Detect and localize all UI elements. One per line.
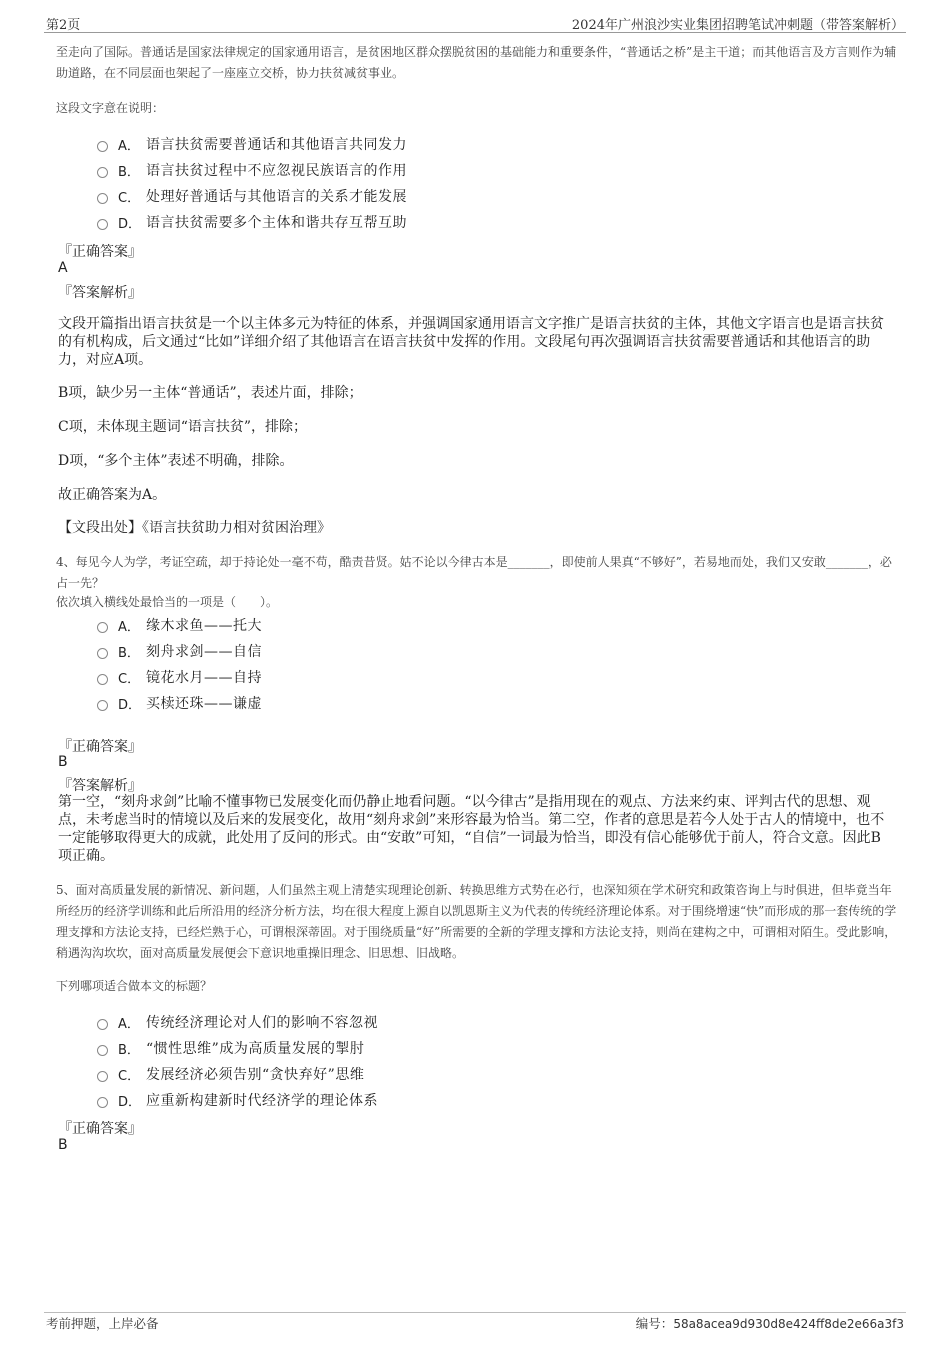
document-code-label: 编号：: [635, 1316, 674, 1331]
q5-prompt: 下列哪项适合做本文的标题？: [56, 979, 213, 993]
page-number: 第2页: [46, 18, 81, 33]
q3-prompt: 这段文字意在说明：: [56, 101, 165, 115]
q3-option-a[interactable]: A． 语言扶贫需要普通话和其他语言共同发力: [97, 134, 407, 154]
q3-analysis-c: C项，未体现主题词“语言扶贫”，排除；: [58, 419, 308, 435]
q4-option-b[interactable]: B． 刻舟求剑——自信: [97, 641, 262, 661]
document-code: [636, 1314, 904, 1332]
q5-stem: 5、面对高质量发展的新情况、新问题，人们虽然主观上清楚实现理论创新、转换思维方式势在必行，也深知须在学术研究和政策咨询上与时俱进，但毕竟当年所经历的经济学训练和此后所沿用的经济分析方法，均在很大程度上源自以凯恩斯主义为代表的传统经济理论体系。对于围绕增速“快”而形成的那一套传统的学理支撑和方法论支持，已经烂熟于心，可谓根深蒂固。对于围绕质量“好”所需要的全新的学理支撑和方法论支持，则尚在建构之中，可谓相对陌生。受此影响，稍遇沟沟坎坎，面对高质量发展便会下意识地重操旧理念、旧思想、旧战略。: [56, 883, 897, 960]
radio-icon[interactable]: [97, 1071, 108, 1082]
q3-source: 【文段出处】《语言扶贫助力相对贫困治理》: [58, 520, 331, 536]
radio-icon[interactable]: [97, 1045, 108, 1056]
header-divider: [44, 32, 906, 33]
radio-icon[interactable]: [97, 141, 108, 152]
q5-option-d[interactable]: D． 应重新构建新时代经济学的理论体系: [97, 1090, 378, 1110]
q5-answer-title: 『正确答案』: [58, 1121, 142, 1137]
radio-icon[interactable]: [97, 167, 108, 178]
q4-option-d[interactable]: D． 买椟还珠——谦虚: [97, 693, 262, 713]
q3-analysis-b: B项，缺少另一主体“普通话”，表述片面，排除；: [58, 385, 363, 401]
q3-passage-tail: 至走向了国际。普通话是国家法律规定的国家通用语言，是贫困地区群众摆脱贫困的基础能力和重要条件，“普通话之桥”是主干道；而其他语言及方言则作为辅助道路，在不同层面也架起了一座座立交桥，协力扶贫减贫事业。: [56, 45, 897, 80]
q4-analysis: 第一空，“刻舟求剑”比喻不懂事物已发展变化而仍静止地看问题。“以今律古”是指用现在的观点、方法来约束、评判古代的思想、观点，未考虑当时的情境以及后来的发展变化，故用“刻舟求剑”来形容最为恰当。第二空，作者的意思是若今人处于古人的情境中，也不一定能够取得更大的成就，此处用了反问的形式。由“安敢”可知，“自信”一词最为恰当，即没有信心能够优于前人，符合文意。因此B项正确。: [58, 794, 885, 864]
radio-icon[interactable]: [97, 674, 108, 685]
q5-option-a[interactable]: A． 传统经济理论对人们的影响不容忽视: [97, 1012, 378, 1032]
q4-answer-title: 『正确答案』: [58, 739, 142, 755]
q4-analysis-title: 『答案解析』: [58, 778, 142, 794]
radio-icon[interactable]: [97, 1019, 108, 1030]
q3-analysis-d: D项，“多个主体”表述不明确，排除。: [58, 453, 294, 469]
q4-option-c[interactable]: C． 镜花水月——自持: [97, 667, 262, 687]
q5-option-b[interactable]: B． “惯性思维”成为高质量发展的掣肘: [97, 1038, 364, 1058]
radio-icon[interactable]: [97, 1097, 108, 1108]
q3-option-d[interactable]: D． 语言扶贫需要多个主体和谐共存互帮互助: [97, 212, 407, 232]
radio-icon[interactable]: [97, 193, 108, 204]
q3-analysis-title: 『答案解析』: [58, 285, 142, 301]
q3-option-c[interactable]: C． 处理好普通话与其他语言的关系才能发展: [97, 186, 407, 206]
q5-option-c[interactable]: C． 发展经济必须告别“贪快弃好”思维: [97, 1064, 364, 1084]
q3-answer: A: [58, 260, 68, 276]
q3-analysis-main: 文段开篇指出语言扶贫是一个以主体多元为特征的体系，并强调国家通用语言文字推广是语言扶贫的主体，其他文字语言也是语言扶贫的有机构成，后文通过“比如”详细介绍了其他语言在语言扶贫中发挥的作用。文段尾句再次强调语言扶贫需要普通话和其他语言的助力，对应A项。: [58, 316, 884, 368]
q3-answer-title: 『正确答案』: [58, 244, 142, 260]
radio-icon[interactable]: [97, 622, 108, 633]
footer-divider: [44, 1312, 906, 1313]
q4-answer: B: [58, 754, 68, 770]
q4-option-a[interactable]: A． 缘木求鱼——托大: [97, 615, 262, 635]
document-code-value: 58a8acea9d930d8e424ff8de2e66a3f3: [673, 1317, 904, 1331]
footer-slogan: 考前押题，上岸必备: [46, 1316, 159, 1331]
q3-conclusion: 故正确答案为A。: [58, 487, 167, 503]
radio-icon[interactable]: [97, 219, 108, 230]
q4-prompt: 依次填入横线处最恰当的一项是（ ）。: [56, 595, 279, 609]
q4-stem: 4、每见今人为学，考证空疏，却于持论处一毫不苟，酷责昔贤。姑不论以今律古本是_______，即使前人果真“不够好”，若易地而处，我们又安敢_______，必占一先？: [56, 555, 892, 590]
q3-option-b[interactable]: B． 语言扶贫过程中不应忽视民族语言的作用: [97, 160, 407, 180]
document-title: 2024年广州浪沙实业集团招聘笔试冲刺题（带答案解析）: [571, 18, 904, 33]
radio-icon[interactable]: [97, 700, 108, 711]
radio-icon[interactable]: [97, 648, 108, 659]
q5-answer: B: [58, 1137, 68, 1153]
